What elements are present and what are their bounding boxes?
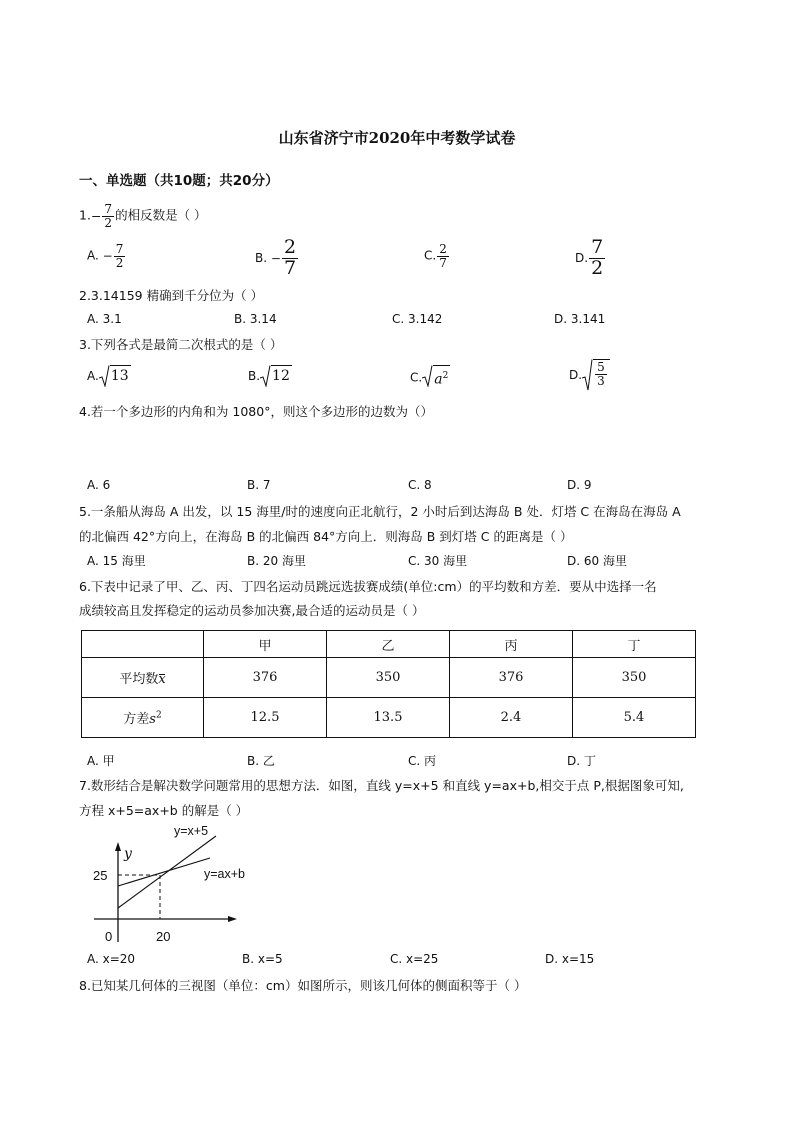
table-row-label: [82, 658, 204, 698]
table-header-cell: [82, 631, 204, 658]
q2-option-a[interactable]: A. 3.1: [87, 312, 122, 326]
q1-fraction: [102, 203, 114, 229]
q6-option-a[interactable]: A. 甲: [87, 754, 115, 768]
x-axis-arrow-icon: [228, 916, 237, 922]
frac-den: 2: [591, 256, 604, 279]
line-graph: [80, 820, 280, 950]
q1-number: 1.: [79, 207, 91, 223]
radicand: 12: [271, 365, 292, 387]
frac-num: 5: [597, 360, 605, 374]
option-label: A.: [87, 248, 99, 263]
sqrt-icon: [582, 359, 610, 391]
radicand: [593, 359, 610, 391]
q3-option-b[interactable]: [248, 365, 292, 387]
radicand-var: a: [434, 371, 443, 388]
table-cell: 350: [327, 658, 450, 698]
sqrt-icon: [422, 365, 450, 390]
frac-den: 7: [439, 255, 447, 270]
radicand: 13: [110, 365, 131, 387]
question-1: [79, 203, 207, 229]
question-6-line-1: 6.下表中记录了甲、乙、丙、丁四名运动员跳远选拔赛成绩(单位:cm）的平均数和方差．要从中选择一名: [79, 579, 657, 594]
y-axis-label: y: [124, 846, 132, 862]
table-row: [82, 698, 696, 738]
origin-label: 0: [105, 929, 113, 944]
table-cell: 376: [450, 658, 573, 698]
row-label-var: s: [149, 712, 156, 727]
q7-option-d[interactable]: D. x=15: [545, 952, 595, 966]
q4-option-d[interactable]: D. 9: [567, 478, 592, 492]
q1-stem: 的相反数是（ ）: [115, 207, 207, 223]
frac-den: 2: [115, 255, 124, 270]
question-4: 4.若一个多边形的内角和为 1080°，则这个多边形的边数为（）: [79, 404, 433, 419]
section-heading: 一、单选题（共10题；共20分）: [79, 173, 279, 189]
q5-option-c[interactable]: C. 30 海里: [408, 554, 468, 568]
q7-option-c[interactable]: C. x=25: [390, 952, 439, 966]
y-axis-arrow-icon: [115, 842, 121, 851]
q5-option-d[interactable]: D. 60 海里: [567, 554, 627, 568]
row-label-text: 平均数: [119, 672, 159, 687]
option-fraction: [589, 238, 605, 279]
table-header-cell: 甲: [204, 631, 327, 658]
q6-option-c[interactable]: C. 丙: [408, 754, 437, 768]
row-label-exp: 2: [155, 710, 162, 721]
q5-option-b[interactable]: B. 20 海里: [247, 554, 306, 568]
question-3: 3.下列各式是最简二次根式的是（ ）: [79, 337, 283, 352]
y-tick-label: 25: [93, 868, 108, 883]
question-8: 8.已知某几何体的三视图（单位：cm）如图所示，则该几何体的侧面积等于（ ）: [79, 978, 527, 993]
frac-den: 7: [283, 256, 297, 279]
question-5-line-2: 的北偏西 42°方向上，在海岛 B 的北偏西 84°方向上．则海岛 B 到灯塔 C 的距离是（ ）: [79, 529, 573, 544]
option-fraction: [114, 243, 126, 269]
radicand-fraction: [595, 361, 607, 387]
q6-option-d[interactable]: D. 丁: [567, 754, 596, 768]
q2-option-b[interactable]: B. 3.14: [234, 312, 277, 326]
q1-minus: −: [90, 208, 102, 224]
row-label-text: 方差: [123, 712, 150, 727]
question-2: 2.3.14159 精确到千分位为（ ）: [79, 288, 264, 303]
option-label: C.: [410, 370, 423, 385]
table-row: [82, 658, 696, 698]
option-fraction: [282, 238, 298, 279]
frac-num: 7: [591, 236, 604, 258]
option-fraction: [437, 243, 449, 269]
q1-option-d[interactable]: [575, 238, 606, 279]
q1-option-a[interactable]: [87, 243, 126, 269]
q2-option-d[interactable]: D. 3.141: [554, 312, 606, 326]
question-6-line-2: 成绩较高且发挥稳定的运动员参加决赛,最合适的运动员是（ ）: [79, 603, 425, 618]
option-label: B.: [255, 250, 268, 265]
q1-option-c[interactable]: [424, 243, 450, 269]
option-label: A.: [87, 369, 99, 383]
q7-option-b[interactable]: B. x=5: [242, 952, 283, 966]
option-sign: −: [102, 249, 113, 264]
sqrt-icon: [99, 365, 131, 387]
table-header-cell: 丁: [573, 631, 696, 658]
table-cell: 13.5: [327, 698, 450, 738]
table-cell: 2.4: [450, 698, 573, 738]
q1-frac-num: 7: [104, 202, 113, 216]
table-row-label: [82, 698, 204, 738]
q6-option-b[interactable]: B. 乙: [247, 754, 275, 768]
q1-frac-den: 2: [104, 215, 113, 230]
table-cell: 350: [573, 658, 696, 698]
sqrt-icon: [260, 365, 292, 387]
q2-option-c[interactable]: C. 3.142: [392, 312, 443, 326]
option-label: C.: [424, 248, 437, 263]
q3-option-a[interactable]: [87, 365, 131, 387]
results-table: [81, 630, 696, 738]
table-header-cell: 丙: [450, 631, 573, 658]
question-7-line-1: 7.数形结合是解决数学问题常用的思想方法．如图，直线 y=x+5 和直线 y=ax+b,相交于点 P,根据图象可知,: [79, 778, 684, 793]
question-7-line-2: 方程 x+5=ax+b 的解是（ ）: [79, 803, 249, 818]
line-y-ax-plus-b: [118, 858, 210, 886]
q5-option-a[interactable]: A. 15 海里: [87, 554, 146, 568]
q4-option-b[interactable]: B. 7: [247, 478, 271, 492]
line-y-x-plus-5: [118, 836, 216, 908]
table-cell: 12.5: [204, 698, 327, 738]
option-label: B.: [248, 369, 261, 383]
q4-option-a[interactable]: A. 6: [87, 478, 111, 492]
line-2-label: y=ax+b: [204, 867, 246, 881]
frac-den: 3: [597, 373, 605, 388]
option-label: D.: [569, 368, 583, 382]
q7-option-a[interactable]: A. x=20: [87, 952, 136, 966]
row-label-var: x: [158, 672, 166, 687]
frac-num: 2: [283, 236, 297, 258]
table-header-cell: 乙: [327, 631, 450, 658]
radicand: [433, 365, 450, 390]
q4-option-c[interactable]: C. 8: [408, 478, 432, 492]
line-1-label: y=x+5: [174, 824, 209, 838]
option-label: D.: [575, 250, 589, 265]
table-cell: 5.4: [573, 698, 696, 738]
frac-num: 7: [115, 242, 124, 256]
radicand-exp: 2: [442, 371, 449, 381]
frac-num: 2: [439, 242, 447, 256]
q1-option-b[interactable]: [255, 238, 299, 279]
table-header-row: [82, 631, 696, 658]
q3-option-c[interactable]: [410, 365, 450, 390]
q3-option-d[interactable]: [569, 359, 610, 391]
x-tick-label: 20: [156, 929, 171, 944]
question-5-line-1: 5.一条船从海岛 A 出发，以 15 海里/时的速度向正北航行，2 小时后到达海岛 B 处．灯塔 C 在海岛在海岛 A: [79, 504, 681, 519]
page-title: 山东省济宁市2020年中考数学试卷: [278, 129, 516, 147]
option-sign: −: [270, 251, 281, 266]
table-cell: 376: [204, 658, 327, 698]
